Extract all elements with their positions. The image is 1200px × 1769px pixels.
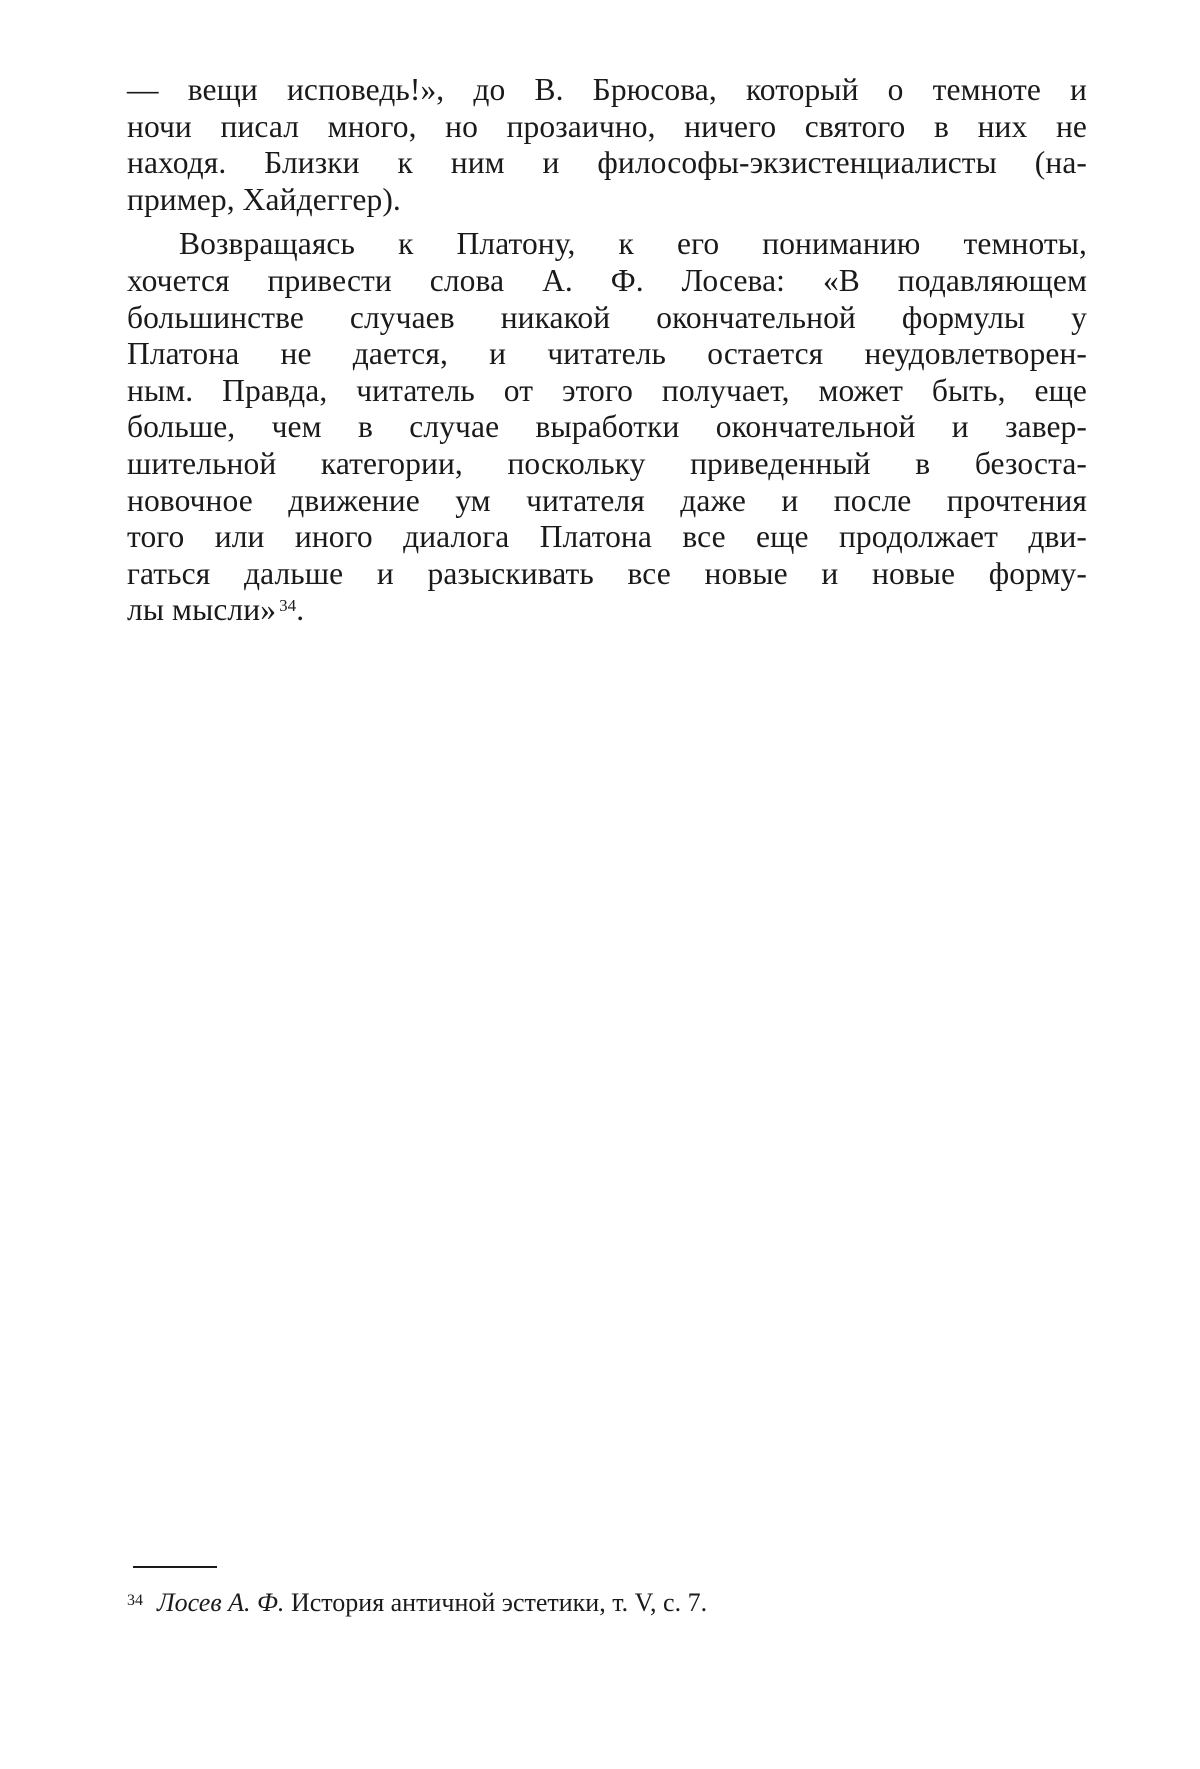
final-period: .: [296, 592, 305, 628]
footnote-number: 34: [127, 1592, 143, 1609]
footnote-reference[interactable]: 34: [279, 596, 297, 616]
text-line: ным. Правда, читатель от этого получает, может быть, еще: [127, 372, 1087, 408]
text-line: пример, Хайдеггер).: [127, 181, 401, 217]
text-line: гаться дальше и разыскивать все новые и новые форму-: [127, 555, 1087, 591]
text-line: Возвращаясь к Платону, к его пониманию темноты,: [179, 226, 1087, 262]
text-line: того или иного диалога Платона все еще продолжает дви-: [127, 519, 1087, 555]
text-line: большинстве случаев никакой окончательной формулы у: [127, 299, 1087, 335]
paragraph-1: [127, 72, 1087, 218]
paragraph-2: [127, 226, 1087, 629]
text-line-final-content: лы мысли»: [127, 592, 277, 628]
text-line: — вещи исповедь!», до В. Брюсова, который о темноте и: [127, 72, 1087, 107]
text-line: новочное движение ум читателя даже и после прочтения: [127, 482, 1087, 518]
text-line: шительной категории, поскольку приведенный в безоста-: [127, 445, 1087, 481]
text-line: ночи писал много, но прозаично, ничего святого в них не: [127, 108, 1087, 144]
text-line: находя. Близки к ним и философы-экзистенциалисты (на-: [127, 145, 1087, 181]
footnote-divider: [133, 1566, 217, 1568]
text-line: больше, чем в случае выработки окончательной и завер-: [127, 409, 1087, 445]
footnote: [127, 1586, 1087, 1620]
main-text: [127, 72, 1087, 629]
paragraph-gap: [127, 218, 1087, 226]
text-line: Платона не дается, и читатель остается неудовлетворен-: [127, 336, 1087, 372]
footnote-author: Лосев А. Ф.: [157, 1588, 285, 1617]
text-line: хочется привести слова А. Ф. Лосева: «В подавляющем: [127, 262, 1087, 298]
footnote-text: История античной эстетики, т. V, с. 7.: [290, 1588, 708, 1617]
text-line-final: [127, 592, 1087, 629]
